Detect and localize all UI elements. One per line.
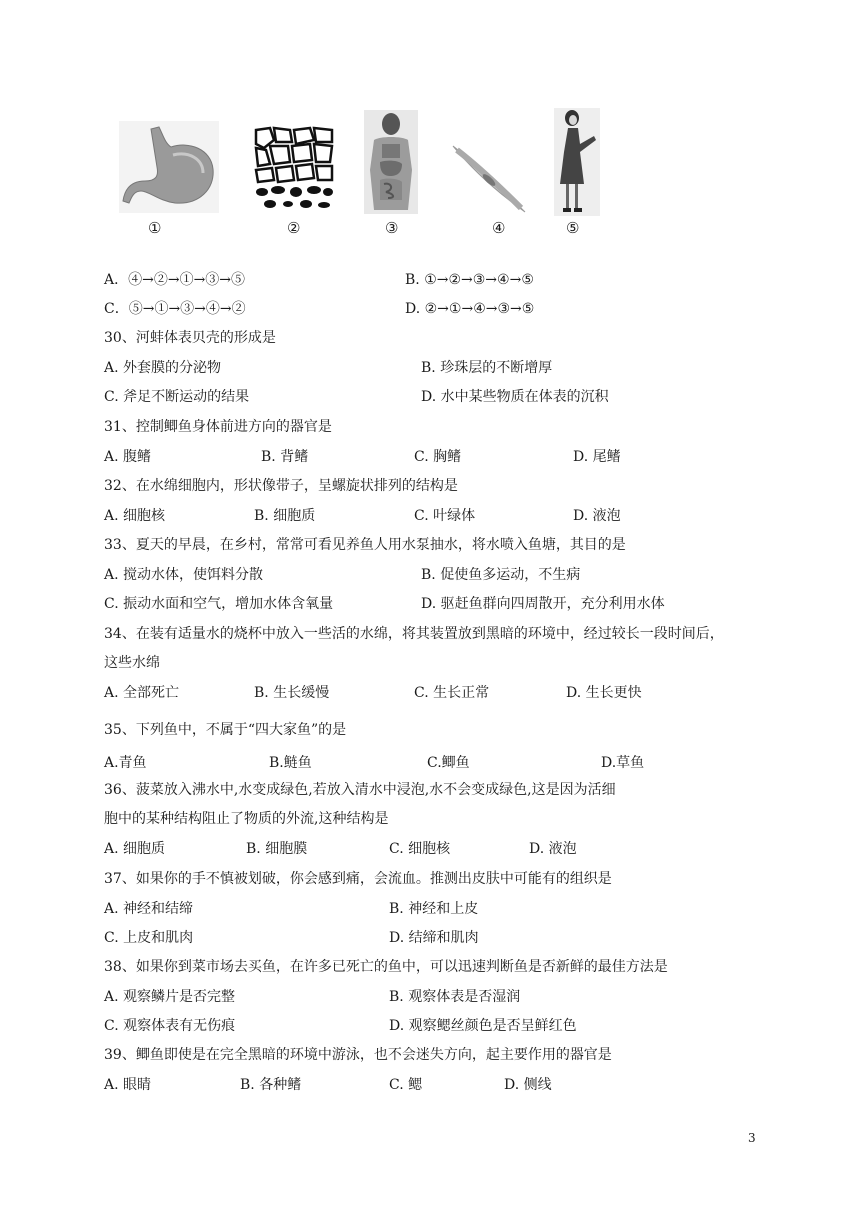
q29-option-d: D. ②→①→④→③→⑤ [405, 301, 535, 317]
figure-label-4: ④ [492, 219, 506, 237]
option: C. 生长正常 [414, 685, 490, 701]
option: C. 鳃 [389, 1077, 423, 1093]
option: A. 细胞核 [104, 508, 166, 524]
question-stem: 30、河蚌体表贝壳的形成是 [104, 330, 276, 346]
question-stem: 36、菠菜放入沸水中,水变成绿色,若放入清水中浸泡,水不会变成绿色,这是因为活细 [104, 782, 616, 798]
figure-label-3: ③ [385, 219, 399, 237]
figure-muscle-cell [451, 140, 527, 216]
option: C. 上皮和肌肉 [104, 930, 194, 946]
figure-stomach [119, 121, 219, 213]
figure-label-5: ⑤ [566, 219, 580, 237]
option: B. 观察体表是否湿润 [389, 989, 521, 1005]
option: B. 各种鳍 [240, 1077, 302, 1093]
option: A. 外套膜的分泌物 [104, 360, 222, 376]
question-stem-continued: 这些水绵 [104, 655, 160, 671]
woman-figure-icon [554, 108, 600, 216]
muscle-cell-icon [451, 140, 527, 216]
option: B. 细胞膜 [246, 841, 308, 857]
option: D. 生长更快 [566, 685, 642, 701]
q29-option-a: A．④→②→①→③→⑤ [104, 272, 246, 288]
option: B. 促使鱼多运动，不生病 [421, 567, 581, 583]
page-number: 3 [748, 1131, 756, 1145]
tissue-cells-icon [254, 126, 334, 210]
option: A. 腹鳍 [104, 449, 152, 465]
figure-label-2: ② [287, 219, 301, 237]
option: D. 侧线 [504, 1077, 552, 1093]
option: B.鲢鱼 [269, 755, 312, 771]
option: A. 眼睛 [104, 1077, 152, 1093]
question-stem: 39、鲫鱼即使是在完全黑暗的环境中游泳，也不会迷失方向，起主要作用的器官是 [104, 1047, 612, 1063]
option: D. 水中某些物质在体表的沉积 [421, 389, 609, 405]
option: C. 斧足不断运动的结果 [104, 389, 250, 405]
question-stem: 33、夏天的早晨，在乡村，常常可看见养鱼人用水泵抽水，将水喷入鱼塘，其目的是 [104, 537, 626, 553]
option: B. 背鳍 [261, 449, 309, 465]
question-stem: 31、控制鲫鱼身体前进方向的器官是 [104, 419, 332, 435]
option: A. 搅动水体，使饵料分散 [104, 567, 264, 583]
option: A. 细胞质 [104, 841, 166, 857]
human-body-organs-icon [364, 110, 418, 214]
option: C. 叶绿体 [414, 508, 476, 524]
figure-tissue [254, 126, 334, 210]
option: A. 神经和结缔 [104, 901, 194, 917]
option: A. 观察鳞片是否完整 [104, 989, 236, 1005]
option: B. 细胞质 [254, 508, 316, 524]
figure-label-1: ① [148, 219, 162, 237]
option: D.草鱼 [601, 755, 645, 771]
option: A. 全部死亡 [104, 685, 180, 701]
q29-option-c: C．⑤→①→③→④→② [104, 301, 246, 317]
option: D. 液泡 [573, 508, 621, 524]
question-stem: 38、如果你到菜市场去买鱼，在许多已死亡的鱼中，可以迅速判断鱼是否新鲜的最佳方法是 [104, 959, 668, 975]
question-stem: 32、在水绵细胞内，形状像带子，呈螺旋状排列的结构是 [104, 478, 458, 494]
question-stem-continued: 胞中的某种结构阻止了物质的外流,这种结构是 [104, 811, 389, 827]
figure-woman [554, 108, 600, 216]
option: D. 观察鳃丝颜色是否呈鲜红色 [389, 1018, 577, 1034]
option: B. 珍珠层的不断增厚 [421, 360, 553, 376]
option: A.青鱼 [104, 755, 147, 771]
option: B. 神经和上皮 [389, 901, 479, 917]
option: C. 胸鳍 [414, 449, 462, 465]
question-stem: 35、下列鱼中，不属于“四大家鱼”的是 [104, 722, 347, 738]
option: D. 结缔和肌肉 [389, 930, 479, 946]
option: D. 液泡 [529, 841, 577, 857]
question-stem: 37、如果你的手不慎被划破，你会感到痛，会流血。推测出皮肤中可能有的组织是 [104, 871, 612, 887]
option: D. 尾鳍 [573, 449, 621, 465]
option: C. 细胞核 [389, 841, 451, 857]
option: C. 振动水面和空气，增加水体含氧量 [104, 596, 334, 612]
figure-human-organs [364, 110, 418, 214]
option: C.鲫鱼 [427, 755, 470, 771]
stomach-icon [119, 121, 219, 213]
question-stem: 34、在装有适量水的烧杯中放入一些活的水绵，将其装置放到黑暗的环境中，经过较长一段时间后， [104, 626, 724, 642]
q29-option-b: B. ①→②→③→④→⑤ [405, 272, 534, 288]
option: B. 生长缓慢 [254, 685, 330, 701]
option: D. 驱赶鱼群向四周散开，充分利用水体 [421, 596, 665, 612]
option: C. 观察体表有无伤痕 [104, 1018, 236, 1034]
